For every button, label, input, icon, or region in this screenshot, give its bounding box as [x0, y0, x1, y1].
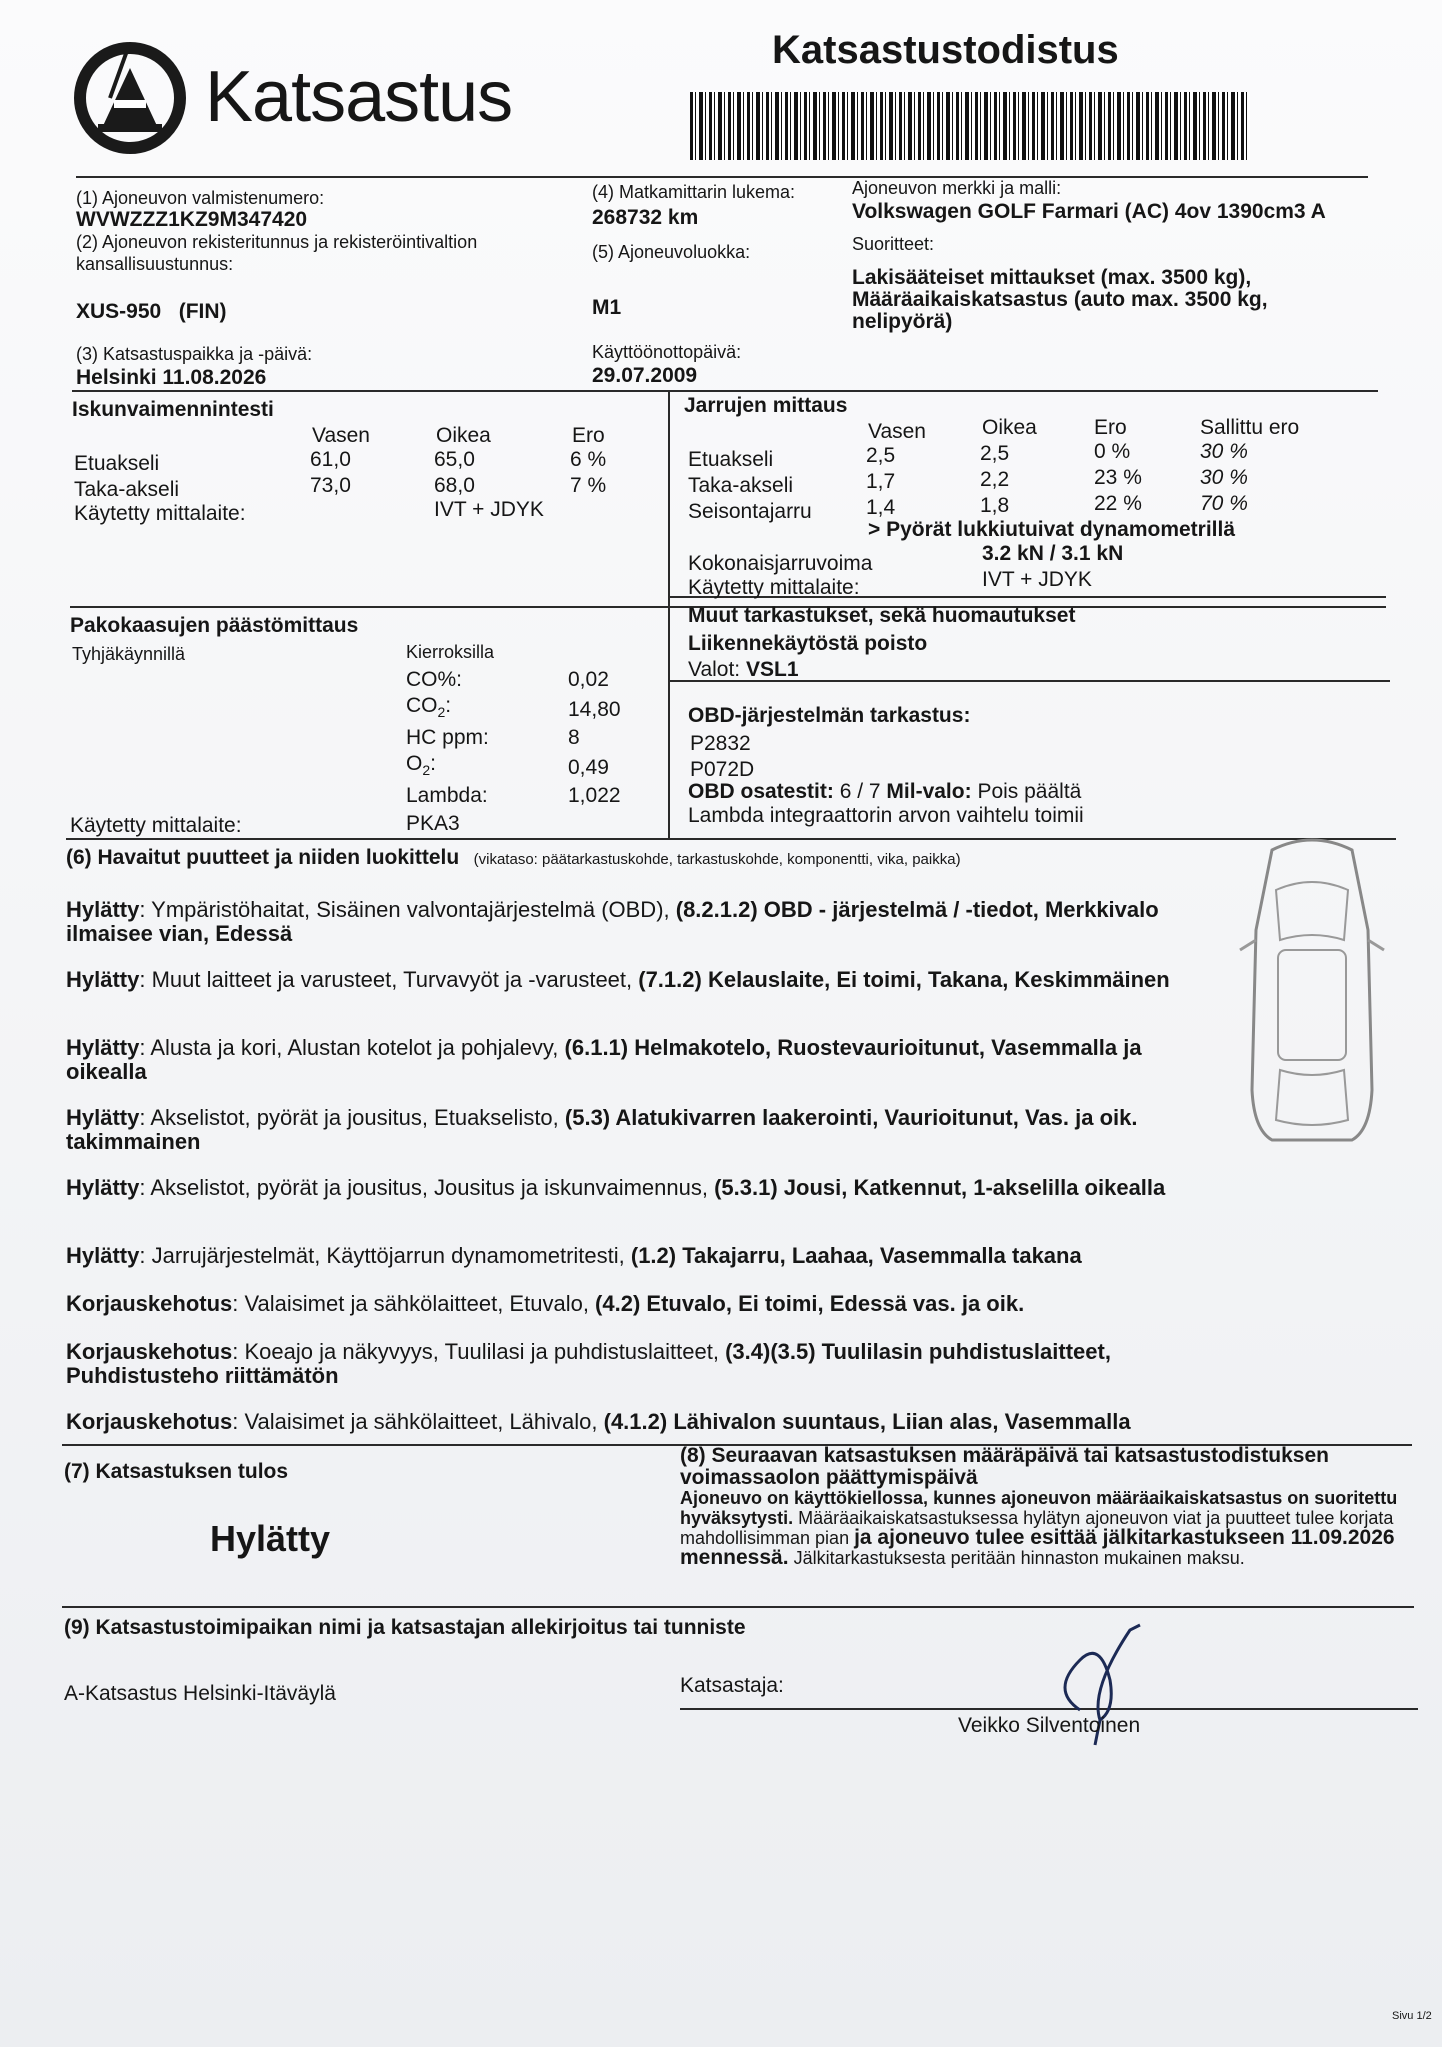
emissions-title: Pakokaasujen päästömittaus [70, 614, 359, 637]
shock-row-name: Taka-akseli [74, 478, 180, 501]
reg-value: XUS-950 (FIN) [76, 300, 227, 323]
lambda-note: Lambda integraattorin arvon vaihtelu toimii [688, 804, 1084, 827]
barcode [690, 92, 1250, 160]
defect-item: Hylätty: Jarrujärjestelmät, Käyttöjarrun dynamometritesti, (1.2) Takajarru, Laahaa, Vasemmalla takana [66, 1243, 1082, 1268]
defect-item: Korjauskehotus: Koeajo ja näkyvyys, Tuulilasi ja puhdistuslaitteet, (3.4)(3.5) Tuulilasin puhdistuslaitteet, Puhdistusteho riittämätön [66, 1339, 1111, 1388]
brakes-row-allowed: 30 % [1200, 440, 1248, 463]
brakes-row-diff: 22 % [1094, 492, 1142, 515]
odometer-value: 268732 km [592, 206, 699, 229]
defect-item: Hylätty: Muut laitteet ja varusteet, Turvavyöt ja -varusteet, (7.1.2) Kelauslaite, Ei toimi, Takana, Keskimmäinen [66, 967, 1170, 992]
brakes-lock-note: > Pyörät lukkiutuivat dynamometrillä [868, 518, 1236, 541]
reg-label-1: (2) Ajoneuvon rekisteritunnus ja rekisteröintivaltion [76, 232, 478, 252]
brakes-total-value: 3.2 kN / 3.1 kN [982, 542, 1124, 565]
shock-device-label: Käytetty mittalaite: [74, 502, 246, 525]
brakes-row-left: 1,7 [866, 470, 896, 493]
shock-device-value: IVT + JDYK [434, 498, 544, 521]
result-title: (7) Katsastuksen tulos [64, 1460, 289, 1483]
performed-line-2: Määräaikaiskatsastus (auto max. 3500 kg, [852, 288, 1268, 311]
defect-item: Hylätty: Akselistot, pyörät ja jousitus, Jousitus ja iskunvaimennus, (5.3.1) Jousi, Katkennut, 1-akselilla oikealla [66, 1175, 1166, 1200]
emissions-rpm: Kierroksilla [406, 642, 495, 662]
brakes-row-right: 2,5 [980, 442, 1010, 465]
place-value: Helsinki 11.08.2026 [76, 366, 267, 389]
intro-date-value: 29.07.2009 [592, 364, 698, 387]
company-logo [70, 28, 200, 158]
performed-line-1: Lakisääteiset mittaukset (max. 3500 kg), [852, 266, 1252, 289]
shock-row-diff: 7 % [570, 474, 607, 497]
next-inspection-text: Ajoneuvo on käyttökiellossa, kunnes ajoneuvon määräaikaiskatsastus on suoritettu hyväksytysti. Määräaikaiskatsastuksessa hylätyn ajoneuvon viat ja puutteet tulee korjata mahdollisimman pian ja ajoneuvo tulee esittää jälkitarkastukseen 11.09.2026 mennessä. Jälkitarkastuksesta peritään hinnaston mukainen maksu. [680, 1488, 1398, 1569]
co-value: 0,02 [568, 668, 609, 691]
shock-row-left: 73,0 [310, 474, 351, 497]
hc-value: 8 [568, 726, 580, 749]
reg-label-2: kansallisuustunnus: [76, 254, 234, 274]
brakes-row-right: 1,8 [980, 494, 1010, 517]
next-inspection-title-2: voimassaolon päättymispäivä [680, 1466, 978, 1489]
performed-line-3: nelipyörä) [852, 310, 953, 333]
brakes-row-allowed: 70 % [1200, 492, 1248, 515]
hc-label: HC ppm: [406, 726, 489, 749]
brakes-row-name: Taka-akseli [688, 474, 794, 497]
vin-value: WVWZZZ1KZ9M347420 [76, 208, 308, 231]
shock-header-left: Vasen [312, 424, 370, 447]
car-diagram [1232, 830, 1392, 1150]
emissions-device-label: Käytetty mittalaite: [70, 814, 242, 837]
o2-value: 0,49 [568, 756, 609, 779]
co-label: CO%: [406, 668, 463, 691]
odometer-label: (4) Matkamittarin lukema: [592, 182, 796, 202]
co2-label: $CO_2$: [406, 694, 452, 721]
shock-row-right: 65,0 [434, 448, 475, 471]
page-number: Sivu 1/2 [1392, 2010, 1432, 2022]
emissions-device-value: PKA3 [406, 812, 460, 835]
brakes-header-right: Oikea [982, 416, 1037, 439]
brakes-row-name: Seisontajarru [688, 500, 812, 523]
defect-item: Hylätty: Ympäristöhaitat, Sisäinen valvontajärjestelmä (OBD), (8.2.1.2) OBD - järjestelmä / -tiedot, Merkkivalo ilmaisee vian, Edessä [66, 897, 1159, 946]
shock-title: Iskunvaimennintesti [72, 398, 274, 421]
brakes-row-diff: 23 % [1094, 466, 1142, 489]
brand-name: Katsastus [205, 57, 513, 137]
brakes-row-left: 1,4 [866, 496, 896, 519]
result-value: Hylätty [210, 1518, 331, 1559]
shock-row-diff: 6 % [570, 448, 607, 471]
lambda-label: Lambda: [406, 784, 488, 807]
brakes-title: Jarrujen mittaus [684, 394, 848, 417]
defects-header: (6) Havaitut puutteet ja niiden luokittelu (vikataso: päätarkastuskohde, tarkastuskohde, komponentti, vika, paikka) [66, 846, 961, 869]
place-label: (3) Katsastuspaikka ja -päivä: [76, 344, 313, 364]
make-value: Volkswagen GOLF Farmari (AC) 4ov 1390cm3 A [852, 200, 1326, 223]
intro-date-label: Käyttöönottopäivä: [592, 342, 742, 362]
lights-line: Valot: VSL1 [688, 658, 799, 681]
brakes-row-right: 2,2 [980, 468, 1010, 491]
signature-title: (9) Katsastustoimipaikan nimi ja katsastajan allekirjoitus tai tunniste [64, 1616, 746, 1639]
brakes-total-label: Kokonaisjarruvoima [688, 552, 873, 575]
shock-header-diff: Ero [572, 424, 605, 447]
station-name: A-Katsastus Helsinki-Itäväylä [64, 1682, 336, 1705]
brakes-row-diff: 0 % [1094, 440, 1131, 463]
inspector-name: Veikko Silventoinen [958, 1714, 1141, 1737]
shock-row-name: Etuakseli [74, 452, 160, 475]
brakes-row-allowed: 30 % [1200, 466, 1248, 489]
vin-label: (1) Ajoneuvon valmistenumero: [76, 188, 325, 208]
performed-label: Suoritteet: [852, 234, 935, 254]
inspector-label: Katsastaja: [680, 1674, 784, 1697]
vehicle-class-label: (5) Ajoneuvoluokka: [592, 242, 751, 262]
lambda-value: 1,022 [568, 784, 621, 807]
emissions-idle: Tyhjäkäynnillä [72, 644, 186, 664]
document-title: Katsastustodistus [772, 28, 1119, 72]
defect-item: Hylätty: Alusta ja kori, Alustan kotelot ja pohjalevy, (6.1.1) Helmakotelo, Ruostevaurioitunut, Vasemmalla ja oikealla [66, 1035, 1142, 1084]
next-inspection-title-1: (8) Seuraavan katsastuksen määräpäivä tai katsastustodistuksen [680, 1444, 1329, 1467]
brakes-header-diff: Ero [1094, 416, 1127, 439]
make-label: Ajoneuvon merkki ja malli: [852, 178, 1062, 198]
shock-row-right: 68,0 [434, 474, 475, 497]
obd-code-1: P2832 [690, 732, 751, 755]
other-checks-title: Muut tarkastukset, sekä huomautukset [688, 604, 1076, 627]
brakes-device-value: IVT + JDYK [982, 568, 1092, 591]
o2-label: $O_2$: [406, 752, 436, 779]
brakes-device-label: Käytetty mittalaite: [688, 576, 860, 599]
brakes-header-left: Vasen [868, 420, 926, 443]
brakes-header-allowed: Sallittu ero [1200, 416, 1300, 439]
obd-title: OBD-järjestelmän tarkastus: [688, 704, 971, 727]
defect-item: Korjauskehotus: Valaisimet ja sähkölaitteet, Lähivalo, (4.1.2) Lähivalon suuntaus, Liian alas, Vasemmalla [66, 1409, 1131, 1434]
defect-item: Korjauskehotus: Valaisimet ja sähkölaitteet, Etuvalo, (4.2) Etuvalo, Ei toimi, Edessä vas. ja oik. [66, 1291, 1025, 1316]
shock-row-left: 61,0 [310, 448, 351, 471]
brakes-row-name: Etuakseli [688, 448, 774, 471]
vehicle-class-value: M1 [592, 296, 622, 319]
co2-value: 14,80 [568, 698, 621, 721]
brakes-row-left: 2,5 [866, 444, 896, 467]
defect-item: Hylätty: Akselistot, pyörät ja jousitus, Etuakselisto, (5.3) Alatukivarren laakerointi, Vaurioitunut, Vas. ja oik. takimmainen [66, 1105, 1138, 1154]
obd-code-2: P072D [690, 758, 755, 781]
shock-header-right: Oikea [436, 424, 491, 447]
obd-subtests-line: OBD osatestit: 6 / 7 Mil-valo: Pois päältä [688, 780, 1082, 803]
other-checks-removal: Liikennekäytöstä poisto [688, 632, 928, 655]
